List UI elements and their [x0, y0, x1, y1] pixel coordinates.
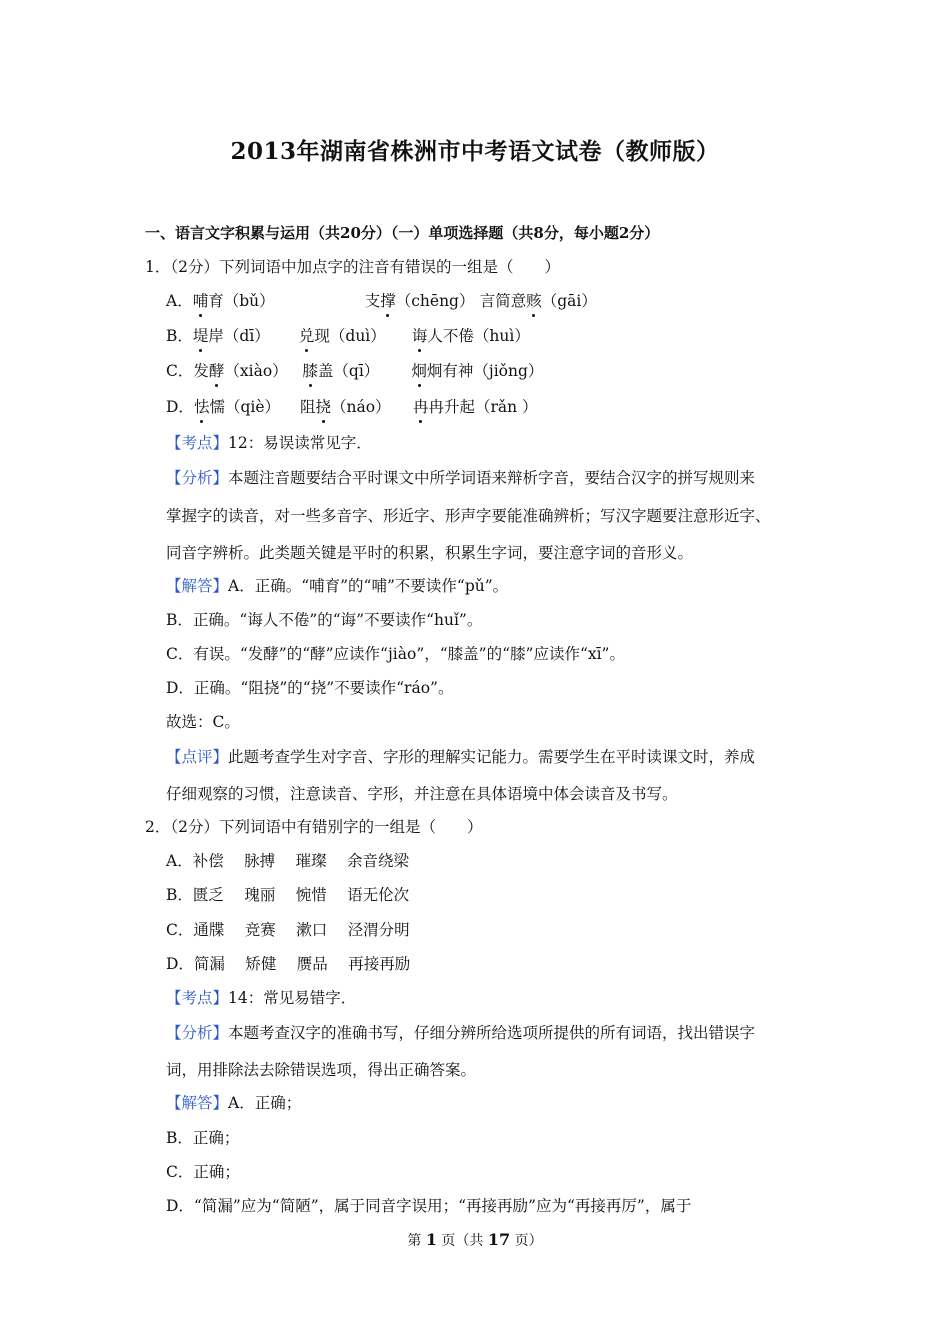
- option-a-word-3: 言简意赅（gāi）: [479, 292, 597, 310]
- question-2-option-c: C．通牒 竞赛 漱口 泾渭分明: [166, 921, 410, 939]
- section-heading: 一、语言文字积累与运用（共20分）（一）单项选择题（共8分，每小题2分）: [145, 224, 660, 242]
- question-2-option-b: B．匮乏 瑰丽 惋惜 语无伦次: [166, 886, 410, 904]
- q2-jieda-b: B．正确；: [166, 1129, 240, 1147]
- page-total: 17: [487, 1230, 511, 1249]
- q2-fenxi-line-2: 词，用排除法去除错误选项，得出正确答案。: [166, 1061, 477, 1079]
- q1-dianping-line-2: 仔细观察的习惯，注意读音、字形，并注意在具体语境中体会读音及书写。: [166, 785, 678, 803]
- option-a-word-1: 哺育（bǔ）: [192, 292, 275, 310]
- document-title: 2013年湖南省株洲市中考语文试卷（教师版）: [230, 138, 720, 165]
- q1-dianping: 【点评】此题考查学生对字音、字形的理解实记能力。需要学生在平时读课文时，养成: [166, 748, 756, 766]
- q1-fenxi-line-2: 掌握字的读音，对一些多音字、形近字、形声字要能准确辨析；写汉字题要注意形近字、: [166, 507, 771, 525]
- option-a-word-2: 支撑（chēng）: [364, 292, 475, 310]
- question-1-option-d: D．怯懦（qiè） 阻挠（náo） 冉冉升起（rǎn ）: [166, 398, 538, 416]
- q2-kaodian: 【考点】14：常见易错字．: [166, 989, 357, 1007]
- option-d-word-3: 冉冉升起（rǎn ）: [412, 398, 538, 416]
- q1-jieda-c: C．有误。“发酵”的“酵”应读作“jiào”，“膝盖”的“膝”应读作“xī”。: [166, 645, 625, 663]
- option-b-word-2: 兑现（duì）: [298, 327, 386, 345]
- q1-jieda: 【解答】A．正确。“哺育”的“哺”不要读作“pǔ”。: [166, 577, 509, 595]
- q2-fenxi: 【分析】本题考查汉字的准确书写，仔细分辨所给选项所提供的所有词语，找出错误字: [166, 1024, 756, 1042]
- option-c-word-1: 发酵（xiào）: [193, 362, 288, 380]
- question-1-option-a: A．哺育（bǔ） 支撑（chēng） 言简意赅（gāi）: [166, 292, 597, 310]
- q1-fenxi-line-3: 同音字辨析。此类题关键是平时的积累，积累生字词，要注意字词的音形义。: [166, 544, 694, 562]
- question-2-option-a: A．补偿 脉搏 璀璨 余音绕梁: [166, 852, 409, 870]
- q1-fenxi: 【分析】本题注音题要结合平时课文中所学词语来辩析字音，要结合汉字的拼写规则来: [166, 469, 756, 487]
- option-b-word-3: 诲人不倦（huì）: [411, 327, 530, 345]
- option-c-word-3: 炯炯有神（jiǒng）: [411, 362, 544, 380]
- q1-kaodian: 【考点】12：易误读常见字．: [166, 434, 372, 452]
- q2-jieda-c: C．正确；: [166, 1163, 240, 1181]
- option-c-word-2: 膝盖（qī）: [302, 362, 380, 380]
- question-2-stem: 2．（2分）下列词语中有错别字的一组是（ ）: [145, 818, 483, 836]
- option-b-word-1: 堤岸（dī）: [192, 327, 270, 345]
- question-1-stem: 1．（2分）下列词语中加点字的注音有错误的一组是（ ）: [145, 258, 560, 276]
- question-1-option-b: B．堤岸（dī） 兑现（duì） 诲人不倦（huì）: [166, 327, 530, 345]
- q1-jieda-b: B．正确。“诲人不倦”的“诲”不要读作“huǐ”。: [166, 611, 483, 629]
- question-2-option-d: D．简漏 矫健 赝品 再接再励: [166, 955, 411, 973]
- option-d-word-1: 怯懦（qiè）: [193, 398, 281, 416]
- q2-jieda-d: D．“简漏”应为“简陋”，属于同音字误用；“再接再励”应为“再接再厉”，属于: [166, 1197, 692, 1215]
- page-number: 1: [425, 1230, 437, 1249]
- q1-answer: 故选：C。: [166, 713, 240, 731]
- q1-jieda-d: D．正确。“阻挠”的“挠”不要读作“ráo”。: [166, 679, 454, 697]
- page-footer: 第 1 页（共 17 页）: [407, 1230, 543, 1249]
- option-d-word-2: 阻挠（náo）: [299, 398, 391, 416]
- q2-jieda: 【解答】A．正确；: [166, 1094, 302, 1112]
- question-1-option-c: C．发酵（xiào） 膝盖（qī） 炯炯有神（jiǒng）: [166, 362, 544, 380]
